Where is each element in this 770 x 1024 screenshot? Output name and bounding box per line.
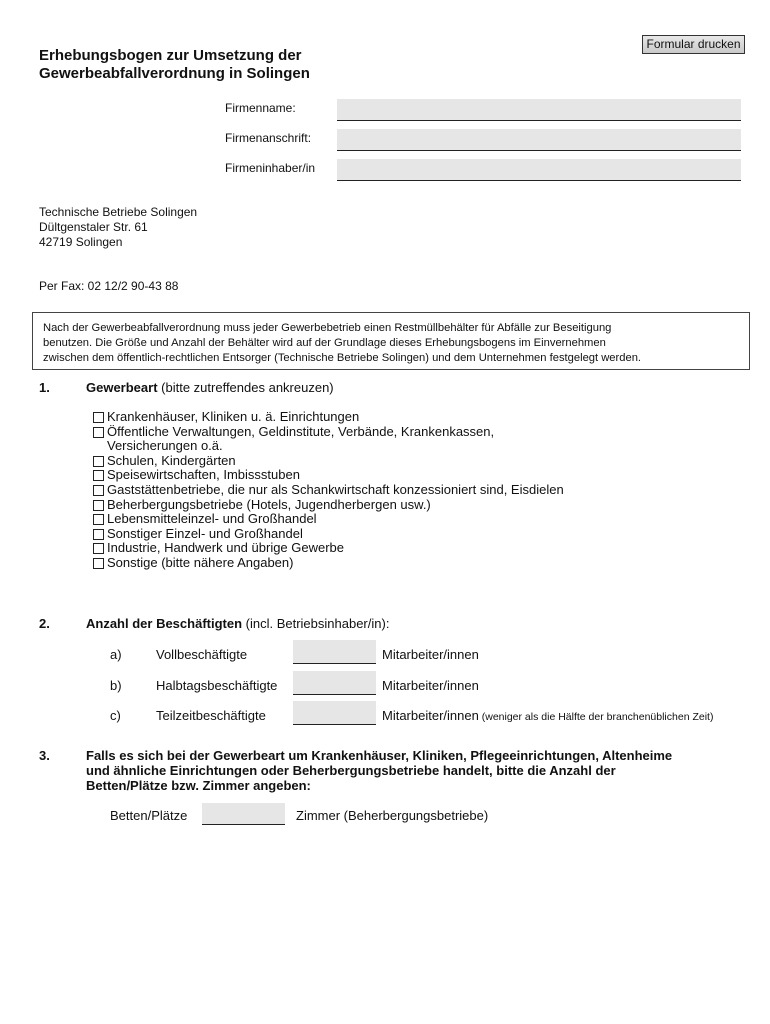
beds-label: Betten/Plätze (110, 808, 188, 823)
section-3-text (86, 748, 672, 793)
option-label: Sonstiger Einzel- und Großhandel (107, 525, 303, 541)
company-name-label: Firmenname: (225, 101, 296, 115)
checkbox[interactable] (93, 412, 104, 423)
option-label: Speisewirtschaften, Imbissstuben (107, 467, 300, 483)
option-label: Krankenhäuser, Kliniken u. ä. Einrichtungen (107, 409, 360, 424)
address-line-3: 42719 Solingen (39, 235, 123, 249)
form-title (39, 47, 310, 83)
parttime-label: Teilzeitbeschäftigte (156, 708, 266, 723)
section-1-title (86, 380, 334, 395)
address-line-2: Dültgenstaler Str. 61 (39, 220, 148, 234)
section-3-line-1: Falls es sich bei der Gewerbeart um Krankenhäuser, Kliniken, Pflegeeinrichtungen, Altenheime (86, 748, 673, 763)
unit-label: Mitarbeiter/innen (382, 647, 479, 662)
notice-line-1: Nach der Gewerbeabfallverordnung muss jeder Gewerbebetrieb einen Restmüllbehälter für Abfälle zur Beseitigung (43, 322, 612, 334)
halftime-label: Halbtagsbeschäftigte (156, 678, 278, 693)
option-label: Sonstige (bitte nähere Angaben) (107, 554, 294, 570)
unit-note: (weniger als die Hälfte der branchenüblichen Zeit) (478, 711, 714, 723)
option-row[interactable] (93, 454, 564, 469)
row-letter: a) (110, 647, 122, 662)
option-label: Industrie, Handwerk und übrige Gewerbe (107, 540, 345, 556)
checkbox[interactable] (93, 485, 104, 496)
company-address-input[interactable] (337, 129, 741, 151)
address-line-1: Technische Betriebe Solingen (39, 205, 198, 219)
checkbox[interactable] (93, 427, 104, 438)
checkbox[interactable] (93, 543, 104, 554)
checkbox[interactable] (93, 456, 104, 467)
fulltime-count-input[interactable] (293, 640, 376, 664)
option-label: Gaststättenbetriebe, die nur als Schankwirtschaft konzessioniert sind, Eisdielen (107, 481, 564, 497)
checkbox[interactable] (93, 470, 104, 481)
option-row[interactable] (93, 468, 564, 483)
unit-label: Mitarbeiter/innen (382, 678, 479, 693)
section-3-line-3: Betten/Plätze bzw. Zimmer angeben: (86, 778, 311, 793)
option-row[interactable] (93, 527, 564, 542)
notice-box (32, 312, 750, 370)
row-letter: c) (110, 708, 121, 723)
section-2-title-rest: (incl. Betriebsinhaber/in): (242, 616, 390, 631)
notice-line-3: zwischen dem öffentlich-rechtlichen Entsorger (Technische Betriebe Solingen) und dem Unternehmen festgelegt werden. (43, 352, 642, 364)
parttime-count-input[interactable] (293, 701, 376, 725)
fulltime-label: Vollbeschäftigte (156, 647, 248, 662)
option-label: Beherbergungsbetriebe (Hotels, Jugendherbergen usw.) (107, 496, 431, 512)
business-type-options (93, 410, 564, 571)
option-label: Lebensmitteleinzel- und Großhandel (107, 511, 317, 527)
row-unit (382, 647, 479, 662)
title-line-2: Gewerbeabfallverordnung in Solingen (39, 65, 310, 82)
option-row[interactable] (93, 410, 564, 425)
section-3-number: 3. (39, 748, 50, 763)
row-unit (382, 678, 479, 693)
section-1-number: 1. (39, 380, 50, 395)
company-address-label: Firmenanschrift: (225, 131, 312, 145)
option-row[interactable] (93, 483, 564, 498)
beds-count-input[interactable] (202, 803, 285, 825)
company-name-input[interactable] (337, 99, 741, 121)
title-line-1: Erhebungsbogen zur Umsetzung der (39, 47, 302, 64)
option-label: Öffentliche Verwaltungen, Geldinstitute, Verbände, Krankenkassen, (107, 423, 495, 439)
halftime-count-input[interactable] (293, 671, 376, 695)
row-unit (382, 708, 713, 723)
company-owner-label: Firmeninhaber/in (225, 161, 316, 175)
option-row[interactable] (93, 541, 564, 556)
checkbox[interactable] (93, 558, 104, 569)
company-owner-input[interactable] (337, 159, 741, 181)
section-2-title-bold: Anzahl der Beschäftigten (86, 616, 243, 631)
print-form-button[interactable]: Formular drucken (642, 35, 745, 54)
notice-line-2: benutzen. Die Größe und Anzahl der Behälter wird auf der Grundlage dieses Erhebungsbogens im Einvernehmen (43, 337, 606, 349)
row-letter: b) (110, 678, 122, 693)
rooms-label: Zimmer (Beherbergungsbetriebe) (296, 808, 489, 823)
option-row[interactable] (93, 425, 564, 454)
section-2-number: 2. (39, 616, 50, 631)
option-row[interactable] (93, 498, 564, 513)
checkbox[interactable] (93, 514, 104, 525)
checkbox[interactable] (93, 529, 104, 540)
section-3-line-2: und ähnliche Einrichtungen oder Beherbergungsbetriebe handelt, bitte die Anzahl der (86, 763, 616, 778)
section-1-title-rest: (bitte zutreffendes ankreuzen) (157, 380, 334, 395)
option-row[interactable] (93, 556, 564, 571)
fax-number: Per Fax: 02 12/2 90-43 88 (39, 279, 179, 293)
section-1-title-bold: Gewerbeart (86, 380, 158, 395)
section-2-title (86, 616, 389, 631)
option-label: Schulen, Kindergärten (107, 452, 236, 468)
unit-label: Mitarbeiter/innen (382, 708, 479, 723)
option-label-continuation: Versicherungen o.ä. (107, 438, 223, 454)
checkbox[interactable] (93, 500, 104, 511)
recipient-address (39, 205, 197, 250)
option-row[interactable] (93, 512, 564, 527)
